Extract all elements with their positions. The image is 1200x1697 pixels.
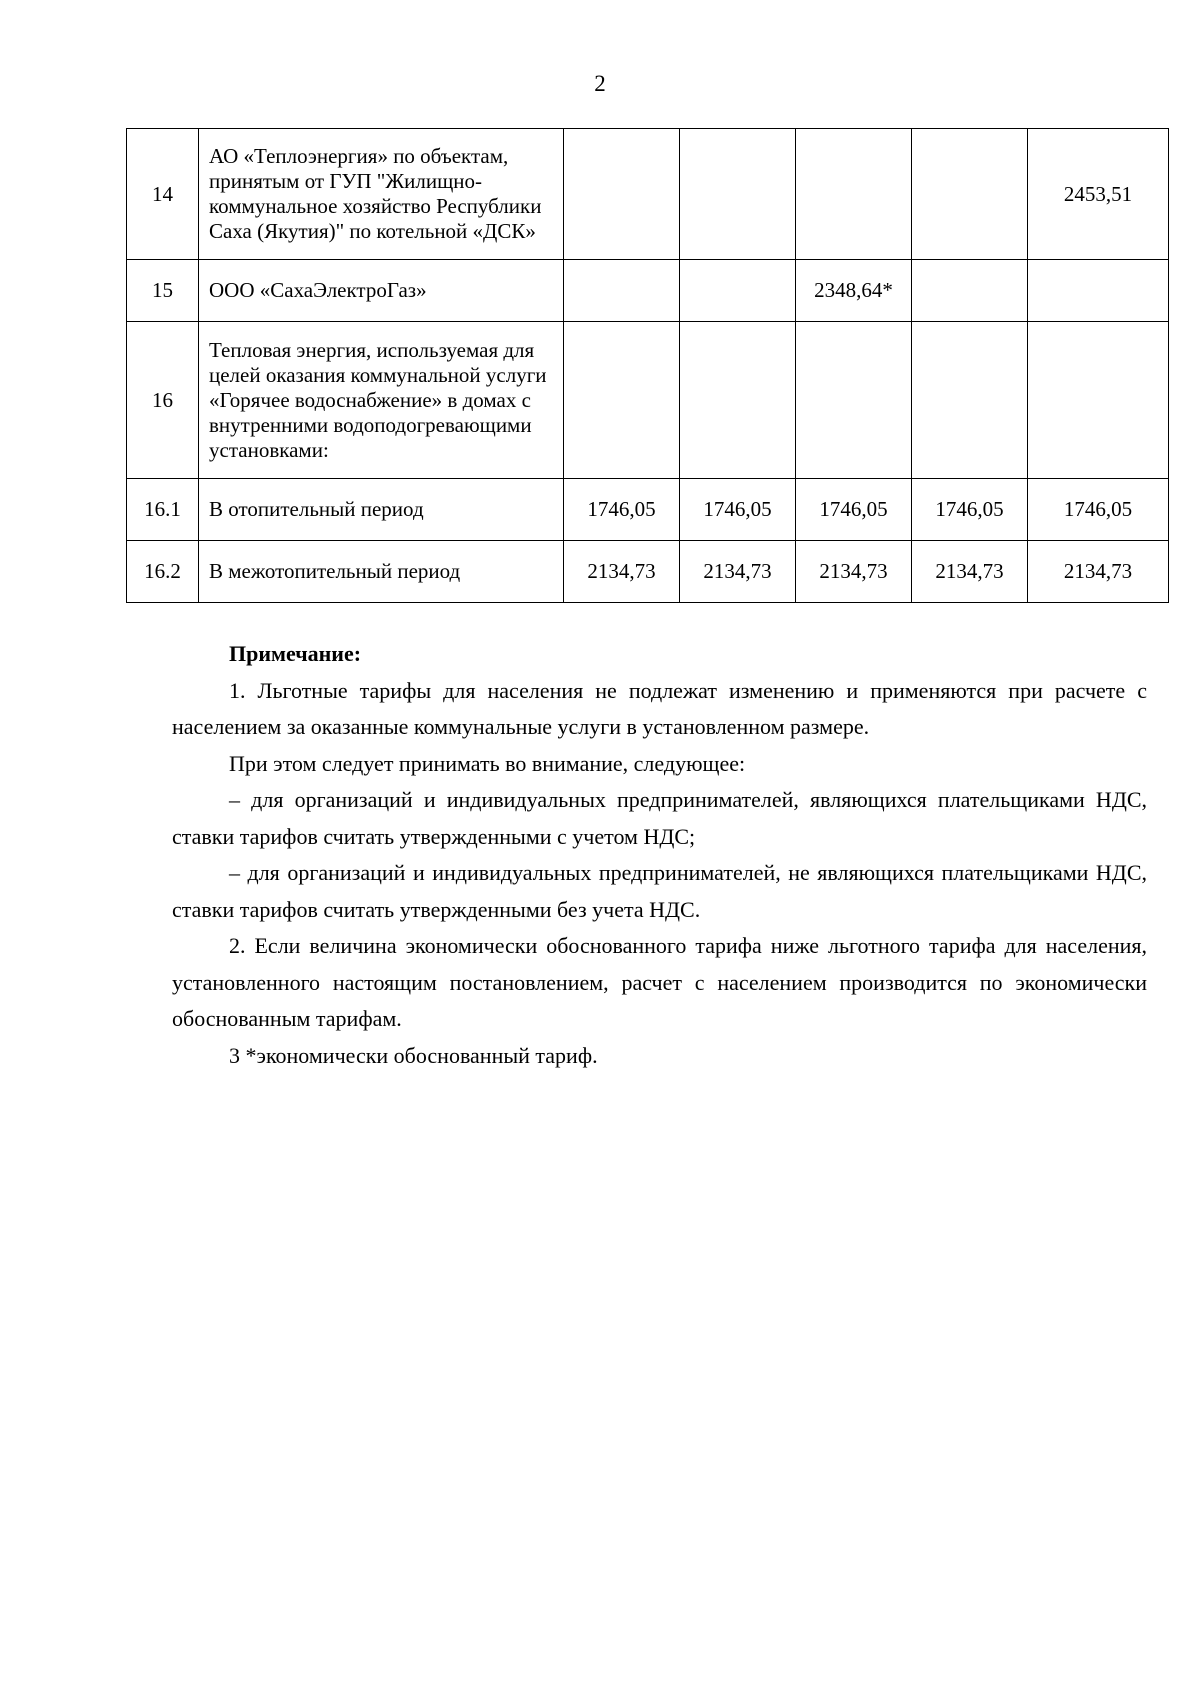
row-name: В межотопительный период	[199, 541, 564, 603]
row-number: 16	[127, 322, 199, 479]
row-value: 1746,05	[912, 479, 1028, 541]
row-value: 2348,64*	[796, 260, 912, 322]
row-value	[1028, 260, 1169, 322]
table-row	[127, 260, 1169, 322]
note-paragraph: 1. Льготные тарифы для населения не подлежат изменению и применяются при расчете с населением за оказанные коммунальные услуги в установленном размере.	[172, 677, 1147, 739]
row-number: 15	[127, 260, 199, 322]
page-number: 2	[594, 71, 606, 96]
note-paragraph: При этом следует принимать во внимание, следующее:	[229, 750, 746, 776]
notes-section	[172, 636, 1147, 1074]
table-row	[127, 479, 1169, 541]
note-paragraph: 2. Если величина экономически обоснованного тарифа ниже льготного тарифа для населения, установленного настоящим постановлением, расчет с населением производится по экономически обоснованным тарифам.	[172, 933, 1147, 1031]
row-value	[564, 260, 680, 322]
row-name: В отопительный период	[199, 479, 564, 541]
row-value	[796, 129, 912, 260]
row-value: 1746,05	[564, 479, 680, 541]
row-value	[796, 322, 912, 479]
table-row	[127, 541, 1169, 603]
row-number: 14	[127, 129, 199, 260]
row-value: 1746,05	[680, 479, 796, 541]
row-value: 2134,73	[564, 541, 680, 603]
notes-title: Примечание:	[229, 641, 362, 666]
note-paragraph: – для организаций и индивидуальных предпринимателей, не являющихся плательщиками НДС, ставки тарифов считать утвержденными без учета НДС.	[172, 860, 1147, 922]
row-value: 2134,73	[680, 541, 796, 603]
row-value: 2453,51	[1028, 129, 1169, 260]
row-value	[1028, 322, 1169, 479]
row-value: 2134,73	[1028, 541, 1169, 603]
row-value: 2134,73	[912, 541, 1028, 603]
row-number: 16.2	[127, 541, 199, 603]
tariff-table	[126, 128, 1169, 603]
row-value	[564, 322, 680, 479]
row-name: ООО «СахаЭлектроГаз»	[199, 260, 564, 322]
note-paragraph: 3 *экономически обоснованный тариф.	[229, 1042, 598, 1068]
row-value	[680, 260, 796, 322]
row-value	[680, 129, 796, 260]
row-value: 1746,05	[796, 479, 912, 541]
row-value	[564, 129, 680, 260]
row-value: 1746,05	[1028, 479, 1169, 541]
row-value: 2134,73	[796, 541, 912, 603]
row-value	[912, 322, 1028, 479]
row-name: АО «Теплоэнергия» по объектам, принятым от ГУП "Жилищно-коммунальное хозяйство Республики Саха (Якутия)" по котельной «ДСК»	[199, 129, 564, 260]
table-row	[127, 322, 1169, 479]
row-value	[912, 260, 1028, 322]
row-value	[680, 322, 796, 479]
note-paragraph: – для организаций и индивидуальных предпринимателей, являющихся плательщиками НДС, ставки тарифов считать утвержденными с учетом НДС;	[172, 787, 1147, 849]
row-number: 16.1	[127, 479, 199, 541]
table-row	[127, 129, 1169, 260]
row-name: Тепловая энергия, используемая для целей оказания коммунальной услуги «Горячее водоснабжение» в домах с внутренними водоподогревающими установками:	[199, 322, 564, 479]
row-value	[912, 129, 1028, 260]
